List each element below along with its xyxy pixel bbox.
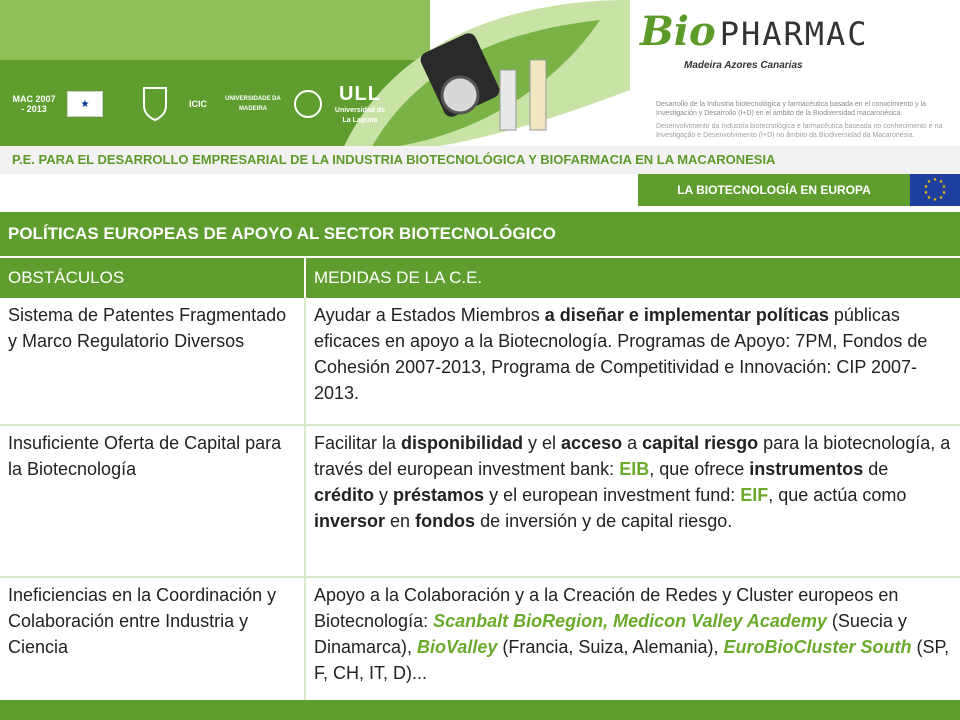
icic-logo: ICIC — [189, 99, 207, 109]
table-row — [0, 426, 960, 578]
svg-text:★: ★ — [932, 197, 938, 203]
svg-text:★: ★ — [932, 177, 938, 183]
eu-flag-icon — [910, 174, 960, 206]
column-header-obstacles: OBSTÁCULOS — [0, 258, 306, 298]
mac-logo: MAC 2007 - 2013 — [12, 94, 56, 114]
measure-cell: Facilitar la disponibilidad y el acceso a capital riesgo para la biotecnología, a través del european investment bank: EIB, que ofrece instrumentos de crédito y préstamos y el european investment fund: EIF, que actúa como inversor en fondos de inversión y de capital riesgo. — [314, 433, 951, 531]
ull-logo: ULL Universidad de La Laguna — [334, 82, 386, 124]
eu-flag-small-logo — [65, 80, 105, 128]
column-header-measures: MEDIDAS DE LA C.E. — [314, 268, 483, 287]
title-bar — [0, 146, 960, 174]
svg-text:★: ★ — [941, 190, 947, 196]
brand-subtitle: Madeira Azores Canarias — [684, 60, 803, 71]
crest-logo — [290, 80, 326, 128]
table-row — [0, 298, 960, 426]
svg-text:★: ★ — [941, 184, 947, 190]
measure-cell: Apoyo a la Colaboración y a la Creación de Redes y Cluster europeos en Biotecnología: Scanbalt BioRegion, Medicon Valley Academy (Suecia y Dinamarca), BioValley (Francia, Suiza, Alemania), EuroBioCluster South (SP, F, CH, IT, D)... — [314, 585, 950, 683]
cabildo-logo — [135, 80, 175, 128]
table-row — [0, 578, 960, 702]
obstacle-cell: Ineficiencias en la Coordinación y Colaboración entre Industria y Ciencia — [0, 578, 306, 702]
eu-stars-icon: ★ — [67, 91, 103, 117]
svg-text:★: ★ — [926, 179, 932, 185]
svg-text:★: ★ — [926, 195, 932, 201]
description-es: Desarrollo de la Industria biotecnológica y farmacéutica basada en el conocimiento y la Investigación y Desarrollo (I+D) en el ámbito de la Biodiversidad macaronésica. — [656, 101, 927, 117]
description-pt: Desenvolvimento da Indústria biotecnológica e farmacêutica baseada no conhecimento e na Investigação e Desenvolvimento (I+D) no âmbito da Biodiversidad da Macaronésia. — [656, 123, 943, 139]
shield-icon — [142, 86, 168, 122]
table-title: POLÍTICAS EUROPEAS DE APOYO AL SECTOR BIOTECNOLÓGICO — [8, 224, 556, 243]
obstacle-cell: Insuficiente Oferta de Capital para la Biotecnología — [0, 426, 306, 576]
table-header-row — [0, 258, 960, 298]
svg-text:★: ★ — [923, 190, 929, 196]
biopharmac-logo: Bio PHARMAC — [640, 8, 869, 55]
table-title-row — [0, 212, 960, 258]
section-badge: LA BIOTECNOLOGÍA EN EUROPA — [638, 174, 910, 206]
universidade-madeira-logo: UNIVERSIDADE DA MADEIRA — [225, 96, 281, 112]
measure-cell: Ayudar a Estados Miembros a diseñar e implementar políticas públicas eficaces en apoyo a la Biotecnología. Programas de Apoyo: 7PM, Fondos de Cohesión 2007-2013, Programa de Competitividad e Innovación: CIP 2007-2013. — [314, 305, 928, 403]
policies-table — [0, 212, 960, 702]
project-description — [656, 100, 954, 140]
svg-text:★: ★ — [938, 179, 944, 185]
footer-bar — [0, 700, 960, 720]
partner-logos — [10, 80, 390, 140]
obstacle-cell: Sistema de Patentes Fragmentado y Marco Regulatorio Diversos — [0, 298, 306, 424]
svg-text:★: ★ — [938, 195, 944, 201]
header — [0, 0, 960, 155]
svg-text:★: ★ — [923, 184, 929, 190]
page-title: P.E. PARA EL DESARROLLO EMPRESARIAL DE LA INDUSTRIA BIOTECNOLÓGICA Y BIOFARMACIA EN LA MACARONESIA — [12, 152, 776, 167]
crest-icon — [293, 87, 323, 121]
